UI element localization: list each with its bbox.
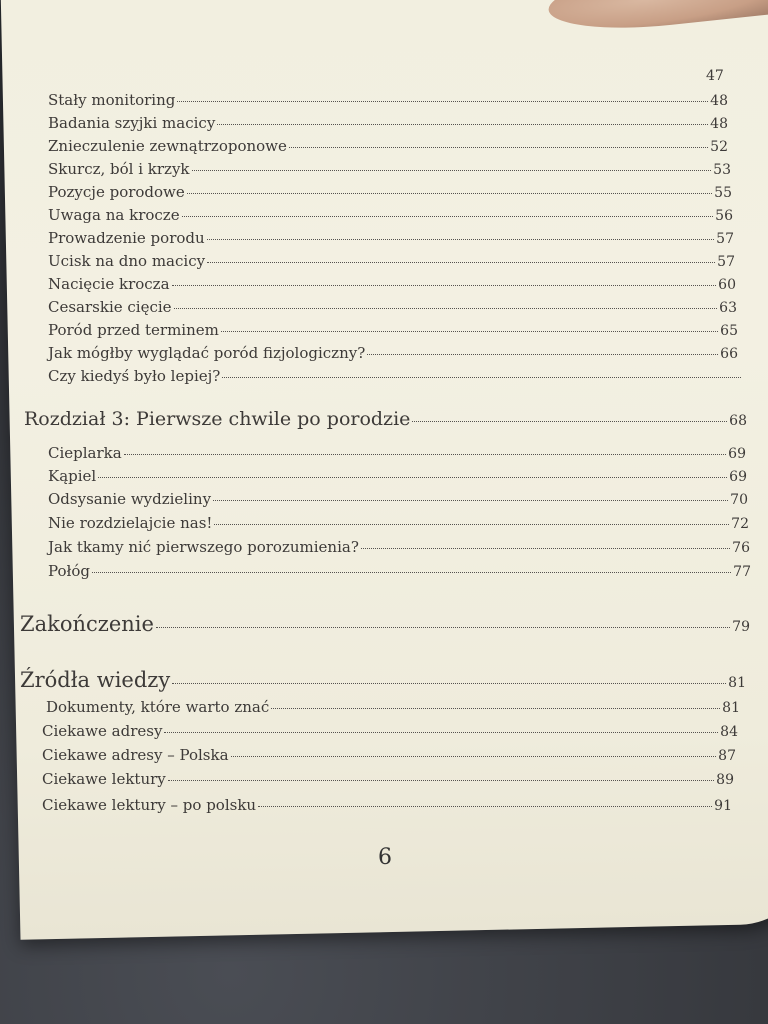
toc-entry: Czy kiedyś było lepiej?: [48, 367, 743, 385]
toc-sources: Źródła wiedzy 81: [20, 668, 746, 692]
toc-entry: Prowadzenie porodu 57: [48, 229, 734, 247]
toc-entry: Ciekawe adresy 84: [42, 722, 738, 740]
toc-entry: Skurcz, ból i krzyk 53: [48, 160, 731, 178]
toc-entry: Ciekawe adresy – Polska 87: [42, 746, 736, 764]
toc-entry: Stały monitoring 48: [48, 91, 728, 109]
toc-entry: Ciekawe lektury – po polsku 91: [42, 796, 732, 814]
toc-ending: Zakończenie 79: [20, 612, 750, 636]
toc-entry: Połóg 77: [48, 562, 751, 580]
toc-entry: Dokumenty, które warto znać 81: [46, 698, 740, 716]
toc-entry: Ciekawe lektury 89: [42, 770, 734, 788]
toc-entry: Badania szyjki macicy 48: [48, 114, 728, 132]
toc-entry: Odsysanie wydzieliny 70: [48, 490, 748, 508]
toc-entry: Jak mógłby wyglądać poród fizjologiczny? 66: [48, 344, 738, 362]
toc-orphan-page: 47: [706, 68, 724, 84]
toc-entry: Cieplarka 69: [48, 444, 746, 462]
toc-entry: Znieczulenie zewnątrzoponowe 52: [48, 137, 728, 155]
toc-entry: Pozycje porodowe 55: [48, 183, 732, 201]
toc-entry: Kąpiel 69: [48, 467, 747, 485]
toc-entry: Uwaga na krocze 56: [48, 206, 733, 224]
toc-entry: Poród przed terminem 65: [48, 321, 738, 339]
toc-entry: Nie rozdzielajcie nas! 72: [48, 514, 749, 532]
toc-entry: Nacięcie krocza 60: [48, 275, 736, 293]
toc-entry: Jak tkamy nić pierwszego porozumienia? 76: [48, 538, 750, 556]
toc-chapter-3: Rozdział 3: Pierwsze chwile po porodzie 68: [24, 408, 747, 430]
page-number: 6: [378, 845, 392, 870]
toc-entry: Cesarskie cięcie 63: [48, 298, 737, 316]
toc-entry: Ucisk na dno macicy 57: [48, 252, 735, 270]
